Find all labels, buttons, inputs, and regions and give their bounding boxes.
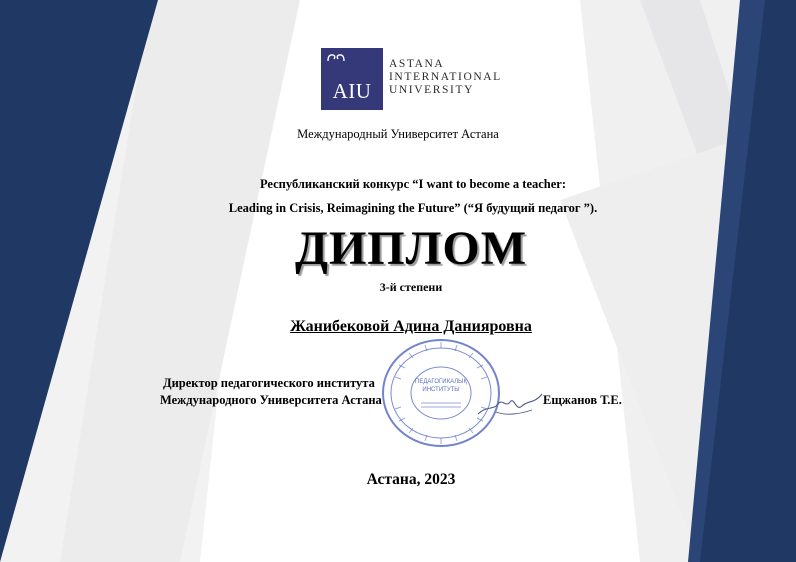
contest-line-1: Республиканский конкурс “I want to become a teacher: [259,177,567,191]
stamp-line-2: ИНСТИТУТЫ [422,387,460,393]
stamp-line-1: ПЕДАГОГИКАЛЫҚ [415,379,467,385]
contest-line-2: Leading in Crisis, Reimagining the Future” (“Я будущий педагог ”). [228,201,598,215]
logo-line-1: ASTANA [389,58,445,70]
logo-line-2: INTERNATIONAL [389,71,502,83]
university-logo [321,48,501,112]
university-name: Международный Университет Астана [297,127,499,141]
director-title-line-2: Международного Университета Астана [160,393,382,407]
place-and-date: Астана, 2023 [366,471,456,488]
director-signature [476,384,546,424]
logo-wordmark [389,58,502,97]
logo-emblem [321,48,383,110]
degree-label: 3-й степени [379,280,443,294]
ornament-icon [327,52,345,62]
recipient-name: Жанибековой Адина Данияровна [290,318,532,335]
director-title-line-1: Директор педагогического института [163,376,375,390]
diploma-title: ДИПЛОМ [294,222,528,275]
logo-abbreviation: AIU [332,79,372,103]
logo-line-3: UNIVERSITY [389,84,474,96]
signer-name: Ещжанов Т.Е. [543,393,622,407]
